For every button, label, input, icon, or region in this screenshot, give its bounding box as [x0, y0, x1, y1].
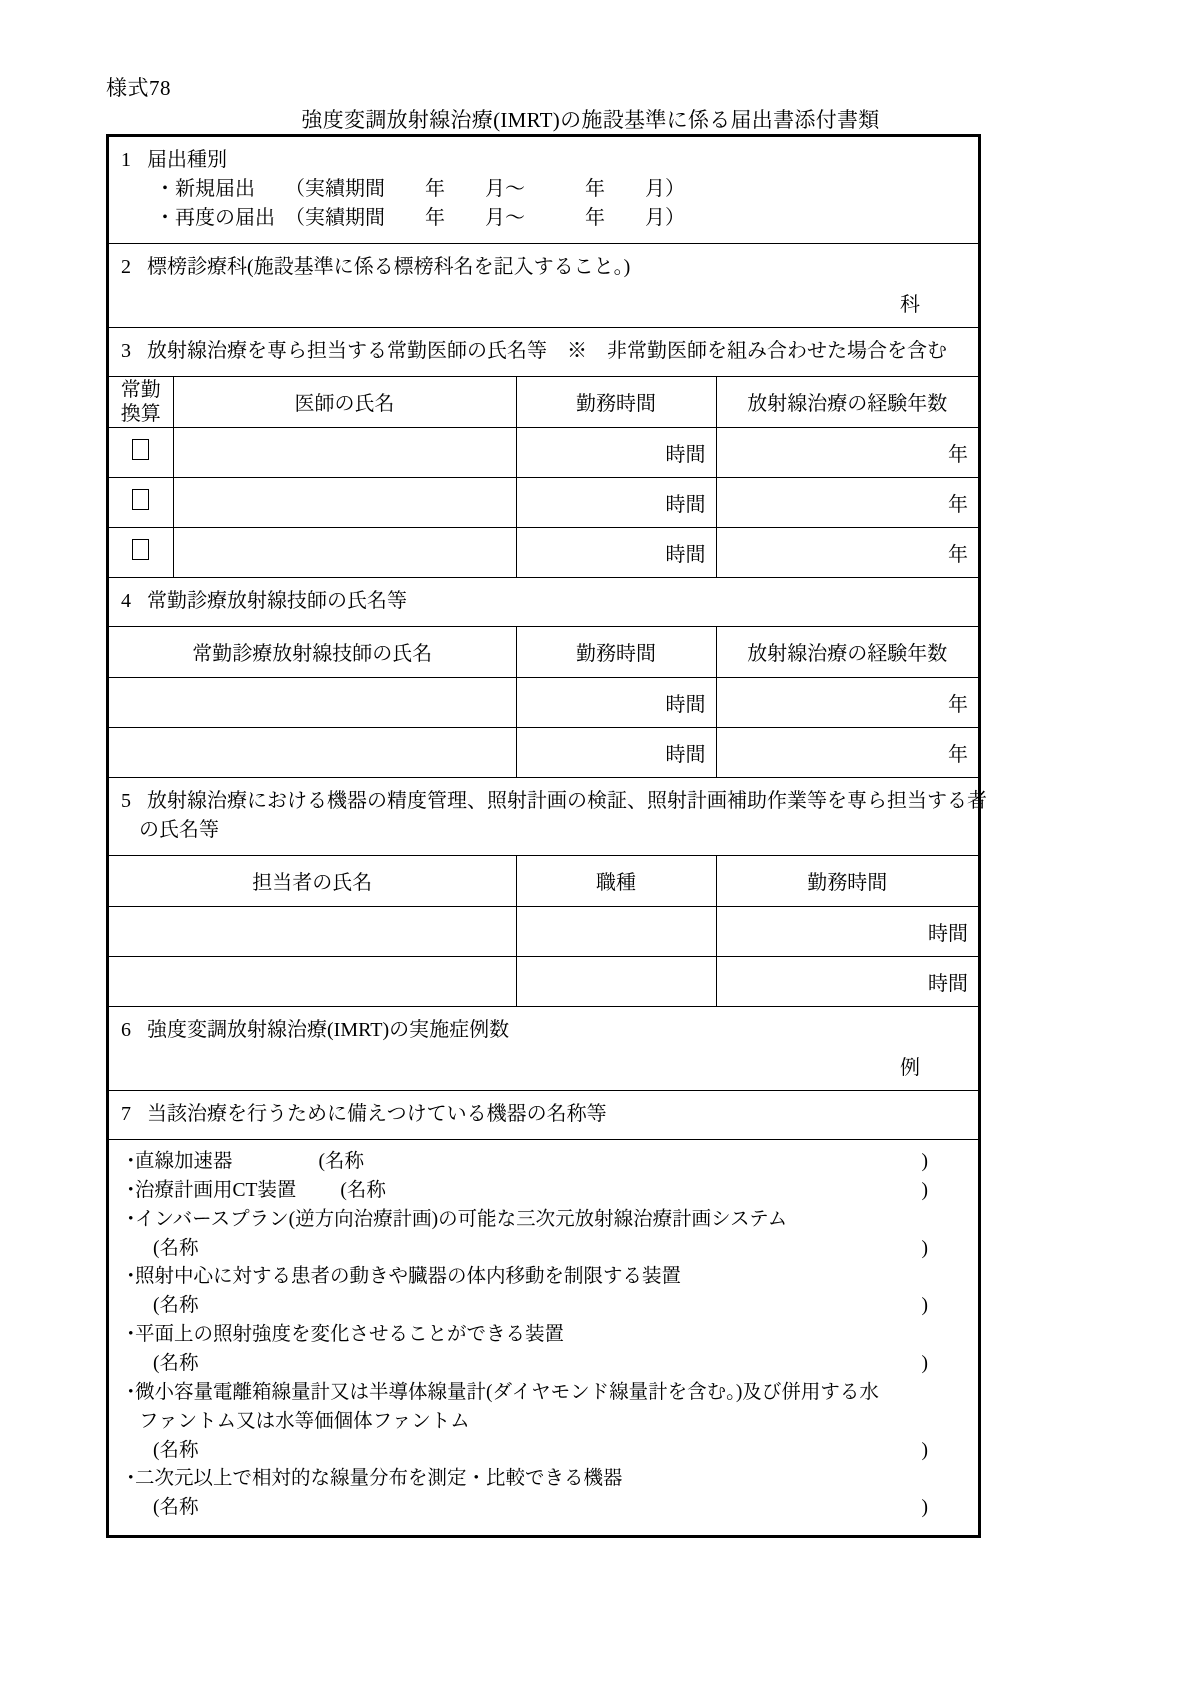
section-7-heading — [121, 1100, 966, 1129]
col-header-hours: 勤務時間 — [516, 377, 716, 427]
section-2-number: 2 — [121, 256, 131, 278]
table-header-row — [109, 856, 978, 906]
bullet-icon: ・ — [121, 1381, 141, 1403]
section-2 — [109, 244, 978, 328]
section-4-number: 4 — [121, 590, 131, 612]
checkbox-icon[interactable] — [132, 489, 149, 510]
col-header-fte-line1: 常勤 — [120, 378, 161, 401]
section-3-title: 放射線治療を専ら担当する常勤医師の氏名等 ※ 非常勤医師を組み合わせた場合を含む — [147, 340, 947, 362]
section-5-number: 5 — [121, 790, 131, 812]
section-6-title: 強度変調放射線治療(IMRT)の実施症例数 — [147, 1019, 510, 1041]
col-header-experience: 放射線治療の経験年数 — [716, 627, 978, 677]
equipment-item-immobilization — [121, 1263, 966, 1292]
section-5-table-wrap — [109, 856, 978, 1007]
section-5-heading-line1 — [121, 787, 987, 816]
fte-checkbox-cell-2[interactable] — [109, 477, 173, 527]
doctor-name-cell-2[interactable] — [173, 477, 516, 527]
col-header-fte — [109, 377, 173, 427]
section-7-title: 当該治療を行うために備えつけている機器の名称等 — [147, 1103, 607, 1125]
hours-cell-2[interactable]: 時間 — [516, 477, 716, 527]
equipment-name-label: (名称 — [153, 1237, 199, 1259]
equipment-item-dose-distribution — [121, 1465, 966, 1494]
equipment-close-paren[interactable]: ) — [921, 1353, 928, 1375]
equipment-item-intensity-modulator — [121, 1321, 966, 1350]
years-cell-2[interactable]: 年 — [716, 477, 978, 527]
equipment-close-paren[interactable]: ) — [921, 1295, 928, 1317]
table-row — [109, 527, 978, 577]
section-4-heading — [121, 587, 966, 616]
bullet-icon: ・ — [121, 1151, 141, 1172]
form-id-label: 様式78 — [106, 76, 171, 100]
section-1-title: 届出種別 — [147, 149, 227, 171]
document-title: 強度変調放射線治療(IMRT)の施設基準に係る届出書添付書類 — [301, 108, 880, 132]
table-row — [109, 477, 978, 527]
equipment-item-linac — [121, 1148, 966, 1177]
table-row — [109, 956, 978, 1006]
technician-hours-cell-1[interactable]: 時間 — [516, 677, 716, 727]
bullet-icon: ・ — [121, 1208, 141, 1230]
equipment-label: 治療計画用CT装置 — [135, 1179, 297, 1201]
section-5-heading-row — [109, 778, 987, 856]
equipment-close-paren[interactable]: ) — [921, 1237, 928, 1259]
section-4-heading-row — [109, 578, 978, 627]
form-frame — [106, 134, 987, 1538]
section-4-title: 常勤診療放射線技師の氏名等 — [147, 590, 407, 612]
checkbox-icon[interactable] — [132, 439, 149, 460]
section-3-number: 3 — [121, 340, 131, 362]
section-2-heading — [121, 253, 966, 282]
section-1-item-repeat[interactable]: ・再度の届出 （実績期間 年 月～ 年 月） — [155, 207, 685, 229]
doctors-table — [109, 377, 978, 577]
equipment-item-dosimeter — [121, 1379, 966, 1408]
equipment-label: 平面上の照射強度を変化させることができる装置 — [135, 1324, 565, 1346]
equipment-name-row — [121, 1437, 966, 1466]
section-7-number: 7 — [121, 1103, 131, 1125]
section-1-number: 1 — [121, 149, 131, 171]
equipment-name-label: (名称 — [340, 1179, 386, 1201]
staff-hours-cell-1[interactable]: 時間 — [716, 906, 978, 956]
equipment-name-label: (名称 — [153, 1439, 199, 1461]
col-header-fte-line2: 換算 — [120, 402, 161, 425]
qa-staff-table — [109, 856, 978, 1006]
section-3-heading — [121, 337, 966, 366]
section-7-heading-row — [109, 1091, 978, 1140]
equipment-list — [109, 1140, 978, 1535]
section-2-unit: 科 — [900, 294, 920, 316]
table-row — [109, 727, 978, 777]
section-3-heading-row — [109, 328, 978, 377]
table-header-row — [109, 627, 978, 677]
section-3-table-wrap — [109, 377, 978, 578]
section-5-title: 放射線治療における機器の精度管理、照射計画の検証、照射計画補助作業等を専ら担当する者 — [147, 790, 987, 812]
col-header-doctor-name: 医師の氏名 — [173, 377, 516, 427]
fte-checkbox-cell-3[interactable] — [109, 527, 173, 577]
technician-name-cell-1[interactable] — [109, 677, 516, 727]
staff-hours-cell-2[interactable]: 時間 — [716, 956, 978, 1006]
staff-name-cell-2[interactable] — [109, 956, 516, 1006]
bullet-icon: ・ — [121, 1179, 141, 1201]
equipment-label: インバースプラン(逆方向治療計画)の可能な三次元放射線治療計画システム — [135, 1208, 788, 1230]
staff-name-cell-1[interactable] — [109, 906, 516, 956]
years-cell-3[interactable]: 年 — [716, 527, 978, 577]
section-6-unit: 例 — [900, 1057, 920, 1079]
equipment-name-label: (名称 — [153, 1295, 199, 1317]
technician-years-cell-2[interactable]: 年 — [716, 727, 978, 777]
equipment-name-label: (名称 — [318, 1151, 365, 1172]
bullet-icon: ・ — [121, 1468, 141, 1490]
hours-cell-3[interactable]: 時間 — [516, 527, 716, 577]
col-header-technician-name: 常勤診療放射線技師の氏名 — [109, 627, 516, 677]
col-header-hours: 勤務時間 — [516, 627, 716, 677]
equipment-label-continuation: ファントム又は水等価個体ファントム — [139, 1410, 470, 1432]
col-header-hours: 勤務時間 — [716, 856, 978, 906]
checkbox-icon[interactable] — [132, 539, 149, 560]
staff-job-cell-1[interactable] — [516, 906, 716, 956]
doctor-name-cell-1[interactable] — [173, 427, 516, 477]
hours-cell-1[interactable]: 時間 — [516, 427, 716, 477]
equipment-close-paren[interactable]: ) — [921, 1179, 928, 1201]
bullet-icon: ・ — [121, 1324, 141, 1346]
years-cell-1[interactable]: 年 — [716, 427, 978, 477]
section-4-table-wrap — [109, 627, 978, 778]
technician-name-cell-2[interactable] — [109, 727, 516, 777]
section-6-number: 6 — [121, 1019, 131, 1041]
equipment-close-paren[interactable]: ) — [921, 1151, 928, 1172]
equipment-name-label: (名称 — [153, 1353, 199, 1375]
section-1 — [109, 137, 978, 244]
col-header-experience: 放射線治療の経験年数 — [716, 377, 978, 427]
col-header-staff-name: 担当者の氏名 — [109, 856, 516, 906]
fte-checkbox-cell-1[interactable] — [109, 427, 173, 477]
section-6 — [109, 1007, 978, 1091]
technicians-table — [109, 627, 978, 777]
equipment-item-inverse-plan — [121, 1206, 966, 1235]
col-header-job-type: 職種 — [516, 856, 716, 906]
equipment-label: 二次元以上で相対的な線量分布を測定・比較できる機器 — [135, 1468, 623, 1490]
section-1-item-new[interactable]: ・新規届出 （実績期間 年 月～ 年 月） — [155, 178, 685, 200]
equipment-item-ct — [121, 1177, 966, 1206]
equipment-name-row — [121, 1350, 966, 1379]
equipment-close-paren[interactable]: ) — [921, 1497, 928, 1519]
technician-years-cell-1[interactable]: 年 — [716, 677, 978, 727]
equipment-label: 直線加速器 — [135, 1151, 233, 1172]
equipment-label: 照射中心に対する患者の動きや臓器の体内移動を制限する装置 — [135, 1266, 682, 1288]
technician-hours-cell-2[interactable]: 時間 — [516, 727, 716, 777]
equipment-name-row — [121, 1494, 966, 1523]
equipment-label: 微小容量電離箱線量計又は半導体線量計(ダイヤモンド線量計を含む。)及び併用する水 — [135, 1381, 879, 1403]
bullet-icon: ・ — [121, 1266, 141, 1288]
equipment-name-row — [121, 1292, 966, 1321]
section-2-title: 標榜診療科(施設基準に係る標榜科名を記入すること。) — [147, 256, 631, 278]
section-6-heading — [121, 1016, 966, 1045]
section-5-heading-line2: の氏名等 — [139, 819, 219, 841]
staff-job-cell-2[interactable] — [516, 956, 716, 1006]
table-header-row — [109, 377, 978, 427]
doctor-name-cell-3[interactable] — [173, 527, 516, 577]
section-1-heading — [121, 146, 966, 175]
equipment-name-label: (名称 — [153, 1497, 199, 1519]
table-row — [109, 677, 978, 727]
equipment-close-paren[interactable]: ) — [921, 1439, 928, 1461]
table-row — [109, 427, 978, 477]
equipment-name-row — [121, 1235, 966, 1264]
table-row — [109, 906, 978, 956]
